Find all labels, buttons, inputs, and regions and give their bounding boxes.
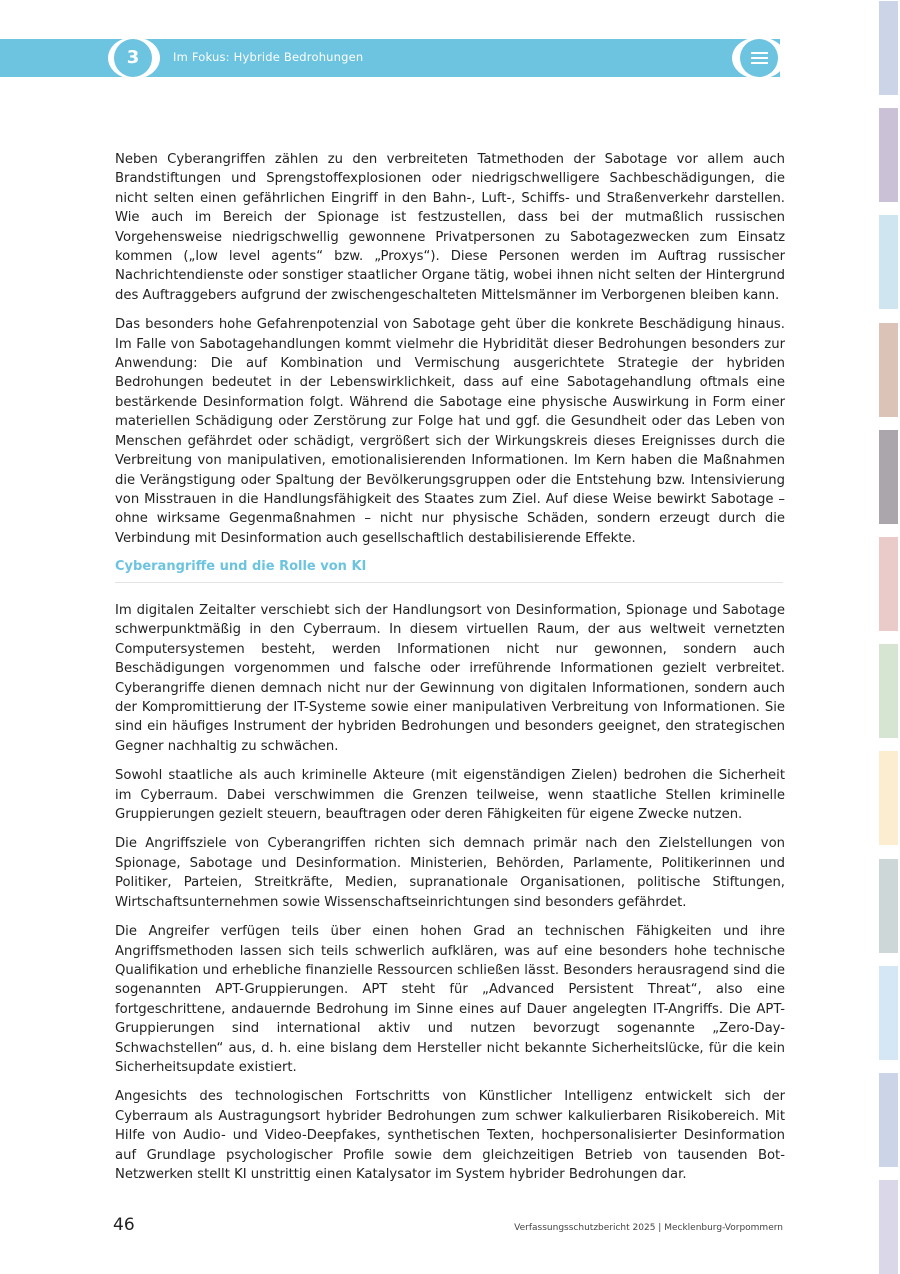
chapter-tab[interactable] — [879, 644, 898, 738]
section-1-body — [115, 150, 785, 558]
chapter-tab[interactable] — [879, 108, 898, 202]
chapter-tab[interactable] — [879, 1180, 898, 1274]
menu-button[interactable] — [732, 37, 786, 79]
paragraph: Neben Cyberangriffen zählen zu den verbreiteten Tatmethoden der Sabotage vor allem auch Brandstiftungen und Sprengstoffexplosionen oder niedrigschwelligere Sachbeschädigungen, die nicht selten einen gefährlichen Eingriff in den Bahn-, Luft-, Schiffs- und Straßenverkehr darstellen. Wie auch im Bereich der Spionage ist festzustellen, dass bei der mutmaßlich russischen Vorgehensweise niedrigschwellig gewonnene Privatpersonen zu Sabotagezwecken zum Einsatz kommen („low level agents“ bzw. „Proxys“). Diese Personen werden im Auftrag russischer Nachrichtendienste oder sonstiger staatlicher Organe tätig, wobei ihnen nicht selten der Hintergrund des Auftraggebers aufgrund der zwischengeschalteten Mittelsmänner im Verborgenen bleiben kann. — [115, 152, 785, 303]
chapter-title: Im Fokus: Hybride Bedrohungen — [173, 50, 364, 64]
page-number: 46 — [113, 1215, 135, 1235]
paragraph: Das besonders hohe Gefahrenpotenzial von Sabotage geht über die konkrete Beschädigung hinaus. Im Falle von Sabotagehandlungen kommt vielmehr die Hybridität dieser Bedrohungen besonders zur Anwendung: Die auf Kombination und Vermischung ausgerichtete Strategie der hybriden Bedrohungen bedeutet in der Lebenswirklichkeit, dass auf eine Sabotagehandlung oftmals eine bestärkende Desinformation folgt. Während die Sabotage eine physische Auswirkung in Form einer materiellen Schädigung oder Zerstörung zur Folge hat und ggf. die Gesundheit oder das Leben von Menschen gefährdet oder schädigt, vergrößert sich der Wirkungskreis dieses Ereignisses durch die Verbreitung von manipulativen, emotionalisierenden Informationen. Im Kern haben die Maßnahmen die Verängstigung oder Spaltung der Bevölkerungsgruppen oder die Entstehung bzw. Intensivierung von Misstrauen in die Handlungsfähigkeit des Staates zum Ziel. Auf diese Weise bewirkt Sabotage – ohne wirksame Gegenmaßnahmen – nicht nur physische Schäden, sondern erzeugt durch die Verbindung mit Desinformation auch gesellschaftlich destabilisierende Effekte. — [115, 317, 785, 546]
chapter-tab[interactable] — [879, 323, 898, 417]
chapter-tab[interactable] — [879, 430, 898, 524]
paragraph: Im digitalen Zeitalter verschiebt sich der Handlungsort von Desinformation, Spionage und Sabotage schwerpunktmäßig in den Cyberraum. In diesem virtuellen Raum, der aus weltweit vernetzten Computersystemen besteht, werden Informationen nicht nur gewonnen, sondern auch Beschädigungen vorgenommen und falsche oder irreführende Informationen gezielt verbreitet. Cyberangriffe dienen demnach nicht nur der Gewinnung von digitalen Informationen, sondern auch der Kompromittierung der IT-Systeme sowie einer manipulativen Verbreitung von Informationen. Sie sind ein häufiges Instrument der hybriden Bedrohungen und besonders geeignet, den strategischen Gegner nachhaltig zu schwächen. — [115, 603, 785, 754]
hamburger-menu-icon[interactable] — [740, 39, 778, 77]
chapter-tab[interactable] — [879, 537, 898, 631]
chapter-tab[interactable] — [879, 966, 898, 1060]
paragraph: Angesichts des technologischen Fortschritts von Künstlicher Intelligenz entwickelt sich der Cyberraum als Austragungsort hybrider Bedrohungen zum schwer kalkulierbaren Risikobereich. Mit Hilfe von Audio- und Video-Deepfakes, synthetischen Texten, hochpersonalisierter Desinformation auf Grundlage psychologischer Profile sowie dem gleichzeitigen Betrieb von tausenden Bot-Netzwerken stellt KI unstrittig einen Katalysator im System hybrider Bedrohungen dar. — [115, 1089, 785, 1182]
footer-publication: Verfassungsschutzbericht 2025 | Mecklenburg-Vorpommern — [514, 1223, 783, 1233]
chapter-badge — [108, 37, 160, 79]
chapter-tab[interactable] — [879, 1, 898, 95]
chapter-tab[interactable] — [879, 859, 898, 953]
section-2-body — [115, 601, 785, 1194]
chapter-tab[interactable] — [879, 1073, 898, 1167]
chapter-tab[interactable] — [879, 751, 898, 845]
paragraph: Die Angriffsziele von Cyberangriffen richten sich demnach primär nach den Zielstellungen von Spionage, Sabotage und Desinformation. Ministerien, Behörden, Parlamente, Politikerinnen und Politiker, Parteien, Streitkräfte, Medien, supranationale Organisationen, politische Stiftungen, Wirtschaftsunternehmen sowie Wissenschaftseinrichtungen sind besonders gefährdet. — [115, 836, 785, 910]
paragraph: Sowohl staatliche als auch kriminelle Akteure (mit eigenständigen Zielen) bedrohen die Sicherheit im Cyberraum. Dabei verschwimmen die Grenzen teilweise, wenn staatliche Stellen kriminelle Gruppierungen gezielt steuern, beauftragen oder deren Fähigkeiten für eigene Zwecke nutzen. — [115, 768, 785, 823]
paragraph: Die Angreifer verfügen teils über einen hohen Grad an technischen Fähigkeiten und ihre Angriffsmethoden lassen sich teils schwerlich aufklären, was auf eine besonders hohe technische Qualifikation und erhebliche finanzielle Ressourcen schließen lässt. Besonders herausragend sind die sogenannten APT-Gruppierungen. APT steht für „Advanced Persistent Threat“, also eine fortgeschrittene, andauernde Bedrohung im Sinne eines auf Dauer angelegten IT-Angriffs. Die APT-Gruppierungen sind international aktiv und nutzen bevorzugt sogenannte „Zero-Day-Schwachstellen“ aus, d. h. eine bislang dem Hersteller nicht bekannte Sicherheitslücke, für die kein Sicherheitsupdate existiert. — [115, 924, 785, 1075]
section-heading: Cyberangriffe und die Rolle von KI — [115, 559, 783, 583]
chapter-tab[interactable] — [879, 215, 898, 309]
chapter-number: 3 — [114, 39, 152, 77]
